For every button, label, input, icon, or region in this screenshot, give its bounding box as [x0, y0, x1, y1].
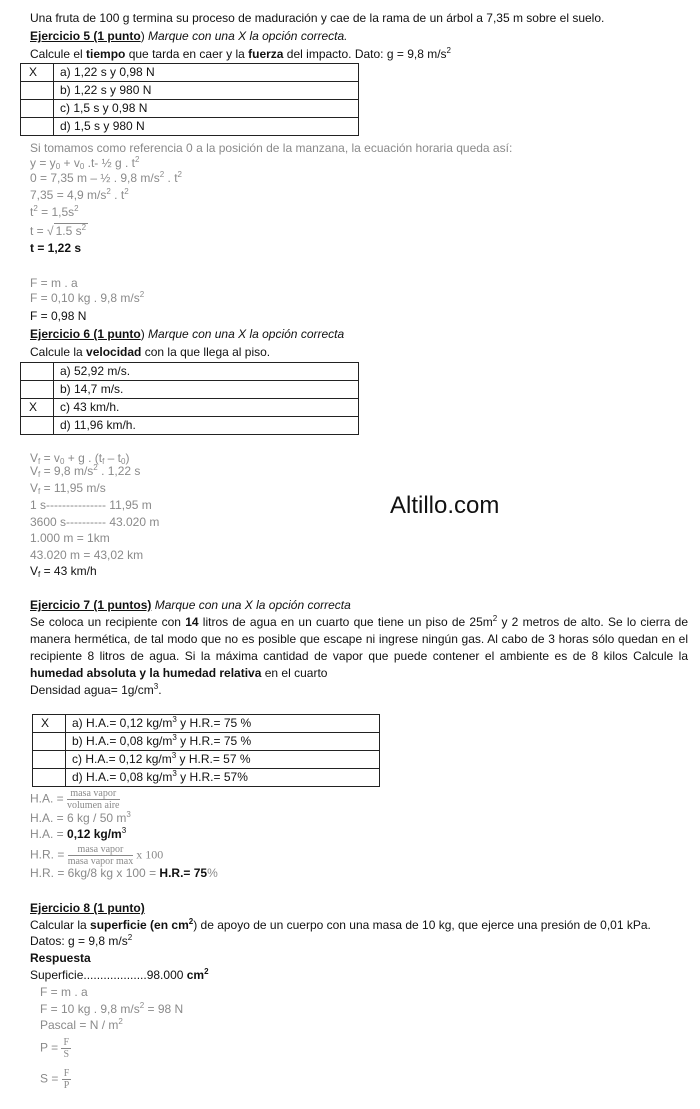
ex7-solution-line: H.A. = 0,12 $kg/m^3$: [30, 826, 127, 841]
exercise-5-options-table: [20, 63, 359, 136]
ex8-solution-line: F = 10 kg . 9,8 $m/s^2 = 98$ N: [40, 1001, 184, 1016]
ex6-velocity-result: $V_f = 43$ km/h: [30, 564, 97, 579]
exercise-5-heading: Ejercicio 5 (1 punto) Marque con una X la opción correcta.: [30, 29, 348, 43]
option-row[interactable]: [21, 82, 359, 100]
option-mark[interactable]: [21, 100, 54, 118]
option-row[interactable]: [33, 751, 380, 769]
option-mark[interactable]: [21, 381, 54, 399]
water-density: Densidad agua= $1g/cm^3$.: [30, 682, 162, 697]
pressure-formula: P = $\frac{F}{S}$: [40, 1037, 70, 1060]
option-row[interactable]: [21, 118, 359, 136]
option-mark[interactable]: [33, 769, 66, 787]
option-text: c) 43 km/h.: [54, 399, 359, 417]
option-row[interactable]: [21, 399, 359, 417]
option-text: d) 1,5 s y 980 N: [54, 118, 359, 136]
exercise-8-heading: Ejercicio 8 (1 punto): [30, 901, 145, 915]
exercise-8-data: Datos: g = 9,8 $m/s^2$: [30, 933, 133, 948]
hr-formula: H.R. = $\frac{\text{masa vapor}}{\text{masa vapor max}}$ x 100: [30, 844, 164, 867]
ex5-solution-line: t = √ 1.5 $s^2$: [30, 223, 87, 238]
option-mark[interactable]: [33, 733, 66, 751]
exercise-7-options-table: [32, 714, 380, 787]
option-row[interactable]: [21, 64, 359, 82]
ex5-force-result: F = 0,98 N: [30, 309, 87, 323]
option-text: d) H.A.= 0,08 $kg/m^3$ y H.R.= 57%: [66, 769, 380, 787]
exercise-8-question: Calcular la superficie (en $cm^2$) de apoyo de un cuerpo con una masa de 10 kg, que ejerce una presión de 0,01 kPa.: [30, 917, 651, 932]
option-mark[interactable]: [21, 417, 54, 435]
exercise-7-statement: Se coloca un recipiente con 14 litros de agua en un cuarto que tiene un piso de $25m^2$ y 2 metros de alto. Se lo cierra de manera hermética, de tal modo que no es posible que escape ni ingrese ningún gas. Al cabo de 3 horas sólo quedan en el recipiente 8 litros de agua. Si la máxima cantidad de vapor que puede contener el ambiente es de 8 kilos Calcule la humedad absoluta y la humedad relativa en el cuarto: [30, 614, 688, 680]
option-row[interactable]: [21, 363, 359, 381]
option-text: b) 14,7 m/s.: [54, 381, 359, 399]
exercise-6-question: Calcule la velocidad con la que llega al piso.: [30, 345, 271, 359]
ex5-solution-line: F = 0,10 kg . 9,8 $m/s^2$: [30, 290, 145, 305]
option-row[interactable]: [33, 715, 380, 733]
ex6-solution-line: $V_f = 9,8$ $m/s^2$ . 1,22 s: [30, 463, 141, 479]
option-text: a) 1,22 s y 0,98 N: [54, 64, 359, 82]
exercise-5-question: Calcule el tiempo que tarda en caer y la fuerza del impacto. Dato: g = 9,8 $m/s^2$: [30, 46, 451, 61]
intro-text: Una fruta de 100 g termina su proceso de maduración y cae de la rama de un árbol a 7,35 m sobre el suelo.: [30, 11, 605, 25]
surface-answer: Superficie...................98.000 $cm^2$: [30, 967, 209, 982]
exercise-6-heading: Ejercicio 6 (1 punto) Marque con una X la opción correcta: [30, 327, 345, 341]
option-mark[interactable]: [21, 363, 54, 381]
ex6-solution-line: $V_f = v_0 + g$ . $(t_f - t_0)$: [30, 451, 130, 466]
ha-formula: H.A. = $\frac{\text{masa vapor}}{\text{volumen aire}}$: [30, 788, 120, 811]
option-row[interactable]: [21, 381, 359, 399]
option-text: c) 1,5 s y 0,98 N: [54, 100, 359, 118]
option-row[interactable]: [21, 417, 359, 435]
option-text: c) H.A.= 0,12 $kg/m^3$ y H.R.= 57 %: [66, 751, 380, 769]
ex6-solution-line: $V_f = 11,95$ m/s: [30, 481, 106, 496]
ex5-solution-line: Si tomamos como referencia 0 a la posición de la manzana, la ecuación horaria queda así:: [30, 141, 513, 155]
option-text: a) H.A.= 0,12 $kg/m^3$ y H.R.= 75 %: [66, 715, 380, 733]
ex5-solution-line: 0 = 7,35 m – ½ . 9,8 $m/s^2$ . $t^2$: [30, 170, 182, 185]
option-text: b) H.A.= 0,08 $kg/m^3$ y H.R.= 75 %: [66, 733, 380, 751]
ex8-solution-line: F = m . a: [40, 985, 88, 999]
option-mark[interactable]: [33, 751, 66, 769]
ex5-time-result: t = 1,22 s: [30, 241, 82, 255]
ex5-solution-line: 7,35 = 4,9 $m/s^2$ . $t^2$: [30, 187, 129, 202]
option-text: d) 11,96 km/h.: [54, 417, 359, 435]
option-mark[interactable]: X: [21, 64, 54, 82]
ex7-solution-line: H.R. = 6kg/8 kg x 100 = H.R.= 75%: [30, 866, 218, 880]
ex6-solution-line: 1.000 m = 1km: [30, 531, 110, 545]
ex5-solution-line: F = m . a: [30, 276, 78, 290]
surface-formula: S = $\frac{F}{P}$: [40, 1068, 70, 1091]
option-mark[interactable]: [21, 82, 54, 100]
ex5-solution-line: $y = y_0 + v_0$ .t- ½ g . $t^2$: [30, 155, 140, 171]
option-row[interactable]: [33, 769, 380, 787]
option-row[interactable]: [21, 100, 359, 118]
ex6-solution-line: 1 s--------------- 11,95 m: [30, 498, 152, 512]
option-mark[interactable]: X: [21, 399, 54, 417]
option-row[interactable]: [33, 733, 380, 751]
answer-label: Respuesta: [30, 951, 91, 965]
option-mark[interactable]: [21, 118, 54, 136]
option-mark[interactable]: X: [33, 715, 66, 733]
ex6-solution-line: 43.020 m = 43,02 km: [30, 548, 144, 562]
ex5-solution-line: $t^2 = 1,5s^2$: [30, 204, 79, 219]
ex6-solution-line: 3600 s---------- 43.020 m: [30, 515, 160, 529]
exercise-7-heading: Ejercicio 7 (1 puntos) Marque con una X la opción correcta: [30, 598, 351, 612]
ex8-solution-line: Pascal = N / $m^2$: [40, 1017, 123, 1032]
exercise-6-options-table: [20, 362, 359, 435]
option-text: b) 1,22 s y 980 N: [54, 82, 359, 100]
altillo-watermark: Altillo.com: [390, 492, 500, 519]
option-text: a) 52,92 m/s.: [54, 363, 359, 381]
ex7-solution-line: H.A. = 6 kg / 50 $m^3$: [30, 810, 131, 825]
